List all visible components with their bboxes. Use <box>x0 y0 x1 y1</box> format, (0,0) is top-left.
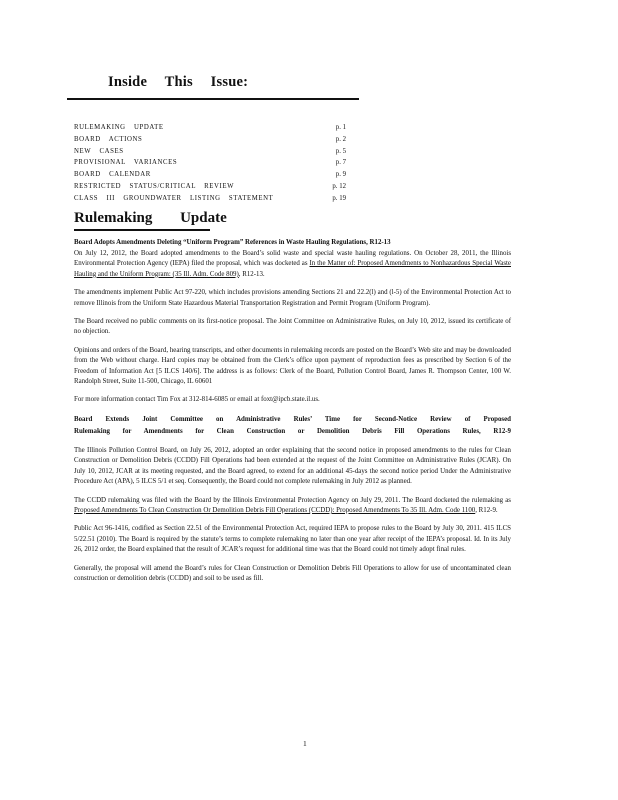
article-body <box>74 237 511 592</box>
section-title: Rulemaking Update <box>74 210 227 226</box>
title-divider <box>67 98 359 100</box>
paragraph: Opinions and orders of the Board, hearing transcripts, and other documents in rulemaking records are posted on the Board’s Web site and may be downloaded from the Web without charge. Hard copies may be obtained from the Clerk’s office upon payment of reproduction fees as prescribed by Section 6 of the Freedom of Information Act [5 ILCS 140/6]. The address is as follows: Clerk of the Board, Pollution Control Board, James R. Thompson Center, 100 W. Randolph Street, Suite 11-500, Chicago, IL 60601 <box>74 346 511 386</box>
paragraph: The amendments implement Public Act 97-220, which includes provisions amending Sections 21 and 22.2(l) and (l-5) of the Environmental Protection Act to remove Illinois from the Uniform State Hazardous Material Transportation Registration and Permit Program (Uniform Program). <box>74 289 511 307</box>
article-heading-line-1: Board Extends Joint Committee on Administrative Rules’ Time for Second-Notice Review of Proposed <box>74 415 511 423</box>
toc-item[interactable]: BOARD ACTIONS p. 2 <box>74 135 346 143</box>
paragraph: The Board received no public comments on its first-notice proposal. The Joint Committee on Administrative Rules, on July 10, 2012, issued its certificate of no objection. <box>74 318 511 336</box>
toc-item[interactable]: PROVISIONAL VARIANCES p. 7 <box>74 159 346 167</box>
paragraph: Generally, the proposal will amend the Board’s rules for Clean Construction or Demolition Debris Fill Operations to allow for use of uncontaminated clean construction or demolition debris (CCDD) and soil to be used as fill. <box>74 564 511 582</box>
paragraph: The Illinois Pollution Control Board, on July 26, 2012, adopted an order explaining that the second notice in proposed amendments to the rules for Clean Construction or Demolition Debris (CCDD) Fill Operations had been extended at the request of the Joint Committee on Administrative Rules (JCAR). On July 10, 2012, JCAR at its meeting requested, and the Board agreed, to extend for an additional 45-days the second notice period Under the Administrative Procedure Act (APA), 5 ILCS 5/1 et seq. Consequently, the Board could not complete rulemaking in July 2012 as planned. <box>74 446 511 486</box>
paragraph: On July 12, 2012, the Board adopted amendments to the Board’s solid waste and special waste hauling regulations. On October 28, 2011, the Illinois Environmental Protection Agency (IEPA) filed the proposal, which was docketed as In the Matter of: Proposed Amendments to Nonhazardous Special Waste Hauling and the Uniform Program: (35 Ill. Adm. Code 809), R12-13. <box>74 250 511 278</box>
case-title: In the Matter of: Proposed Amendments to Nonhazardous Special Waste Hauling and the Uniform Program: (35 Ill. Adm. Code 809) <box>74 260 511 278</box>
case-title: Proposed Amendments To Clean Construction Or Demolition Debris Fill Operations (CCDD): Proposed Amendments To 35 Ill. Adm. Code 1100 <box>74 506 476 514</box>
contact-paragraph: For more information contact Tim Fox at 312-814-6085 or email at foxt@ipcb.state.il.us. <box>74 396 320 404</box>
section-divider <box>74 229 210 231</box>
toc-item[interactable]: BOARD CALENDAR p. 9 <box>74 171 346 179</box>
paragraph: The CCDD rulemaking was filed with the Board by the Illinois Environmental Protection Agency on July 29, 2011. The Board docketed the rulemaking as Proposed Amendments To Clean Construction Or Demolition Debris Fill Operations (CCDD): Proposed Amendments To 35 Ill. Adm. Code 1100, R12-9. <box>74 496 511 514</box>
toc-item[interactable]: RESTRICTED STATUS/CRITICAL REVIEW p. 12 <box>74 182 346 190</box>
inside-this-issue-title: Inside This Issue: <box>108 74 249 90</box>
table-of-contents <box>74 122 346 205</box>
toc-item[interactable]: CLASS III GROUNDWATER LISTING STATEMENT p. 19 <box>74 194 346 202</box>
article-heading-line-2: Rulemaking for Amendments for Clean Construction or Demolition Debris Fill Operations Rules, R12-9 <box>74 427 511 435</box>
paragraph: Public Act 96-1416, codified as Section 22.51 of the Environmental Protection Act, required IEPA to propose rules to the Board by July 30, 2011. 415 ILCS 5/22.51 (2010). The Board is required by the statute’s terms to complete rulemaking no later than one year after receipt of the IEPA’s proposal. Id. In its July 26, 2012 order, the Board explained that the result of JCAR’s request for additional time was that the Board could not timely adopt final rules. <box>74 525 511 554</box>
toc-item[interactable]: NEW CASES p. 5 <box>74 147 346 155</box>
page-number: 1 <box>303 739 307 748</box>
article-heading: Board Adopts Amendments Deleting “Uniform Program” References in Waste Hauling Regulations, R12-13 <box>74 239 391 246</box>
toc-item[interactable]: RULEMAKING UPDATE p. 1 <box>74 124 346 131</box>
